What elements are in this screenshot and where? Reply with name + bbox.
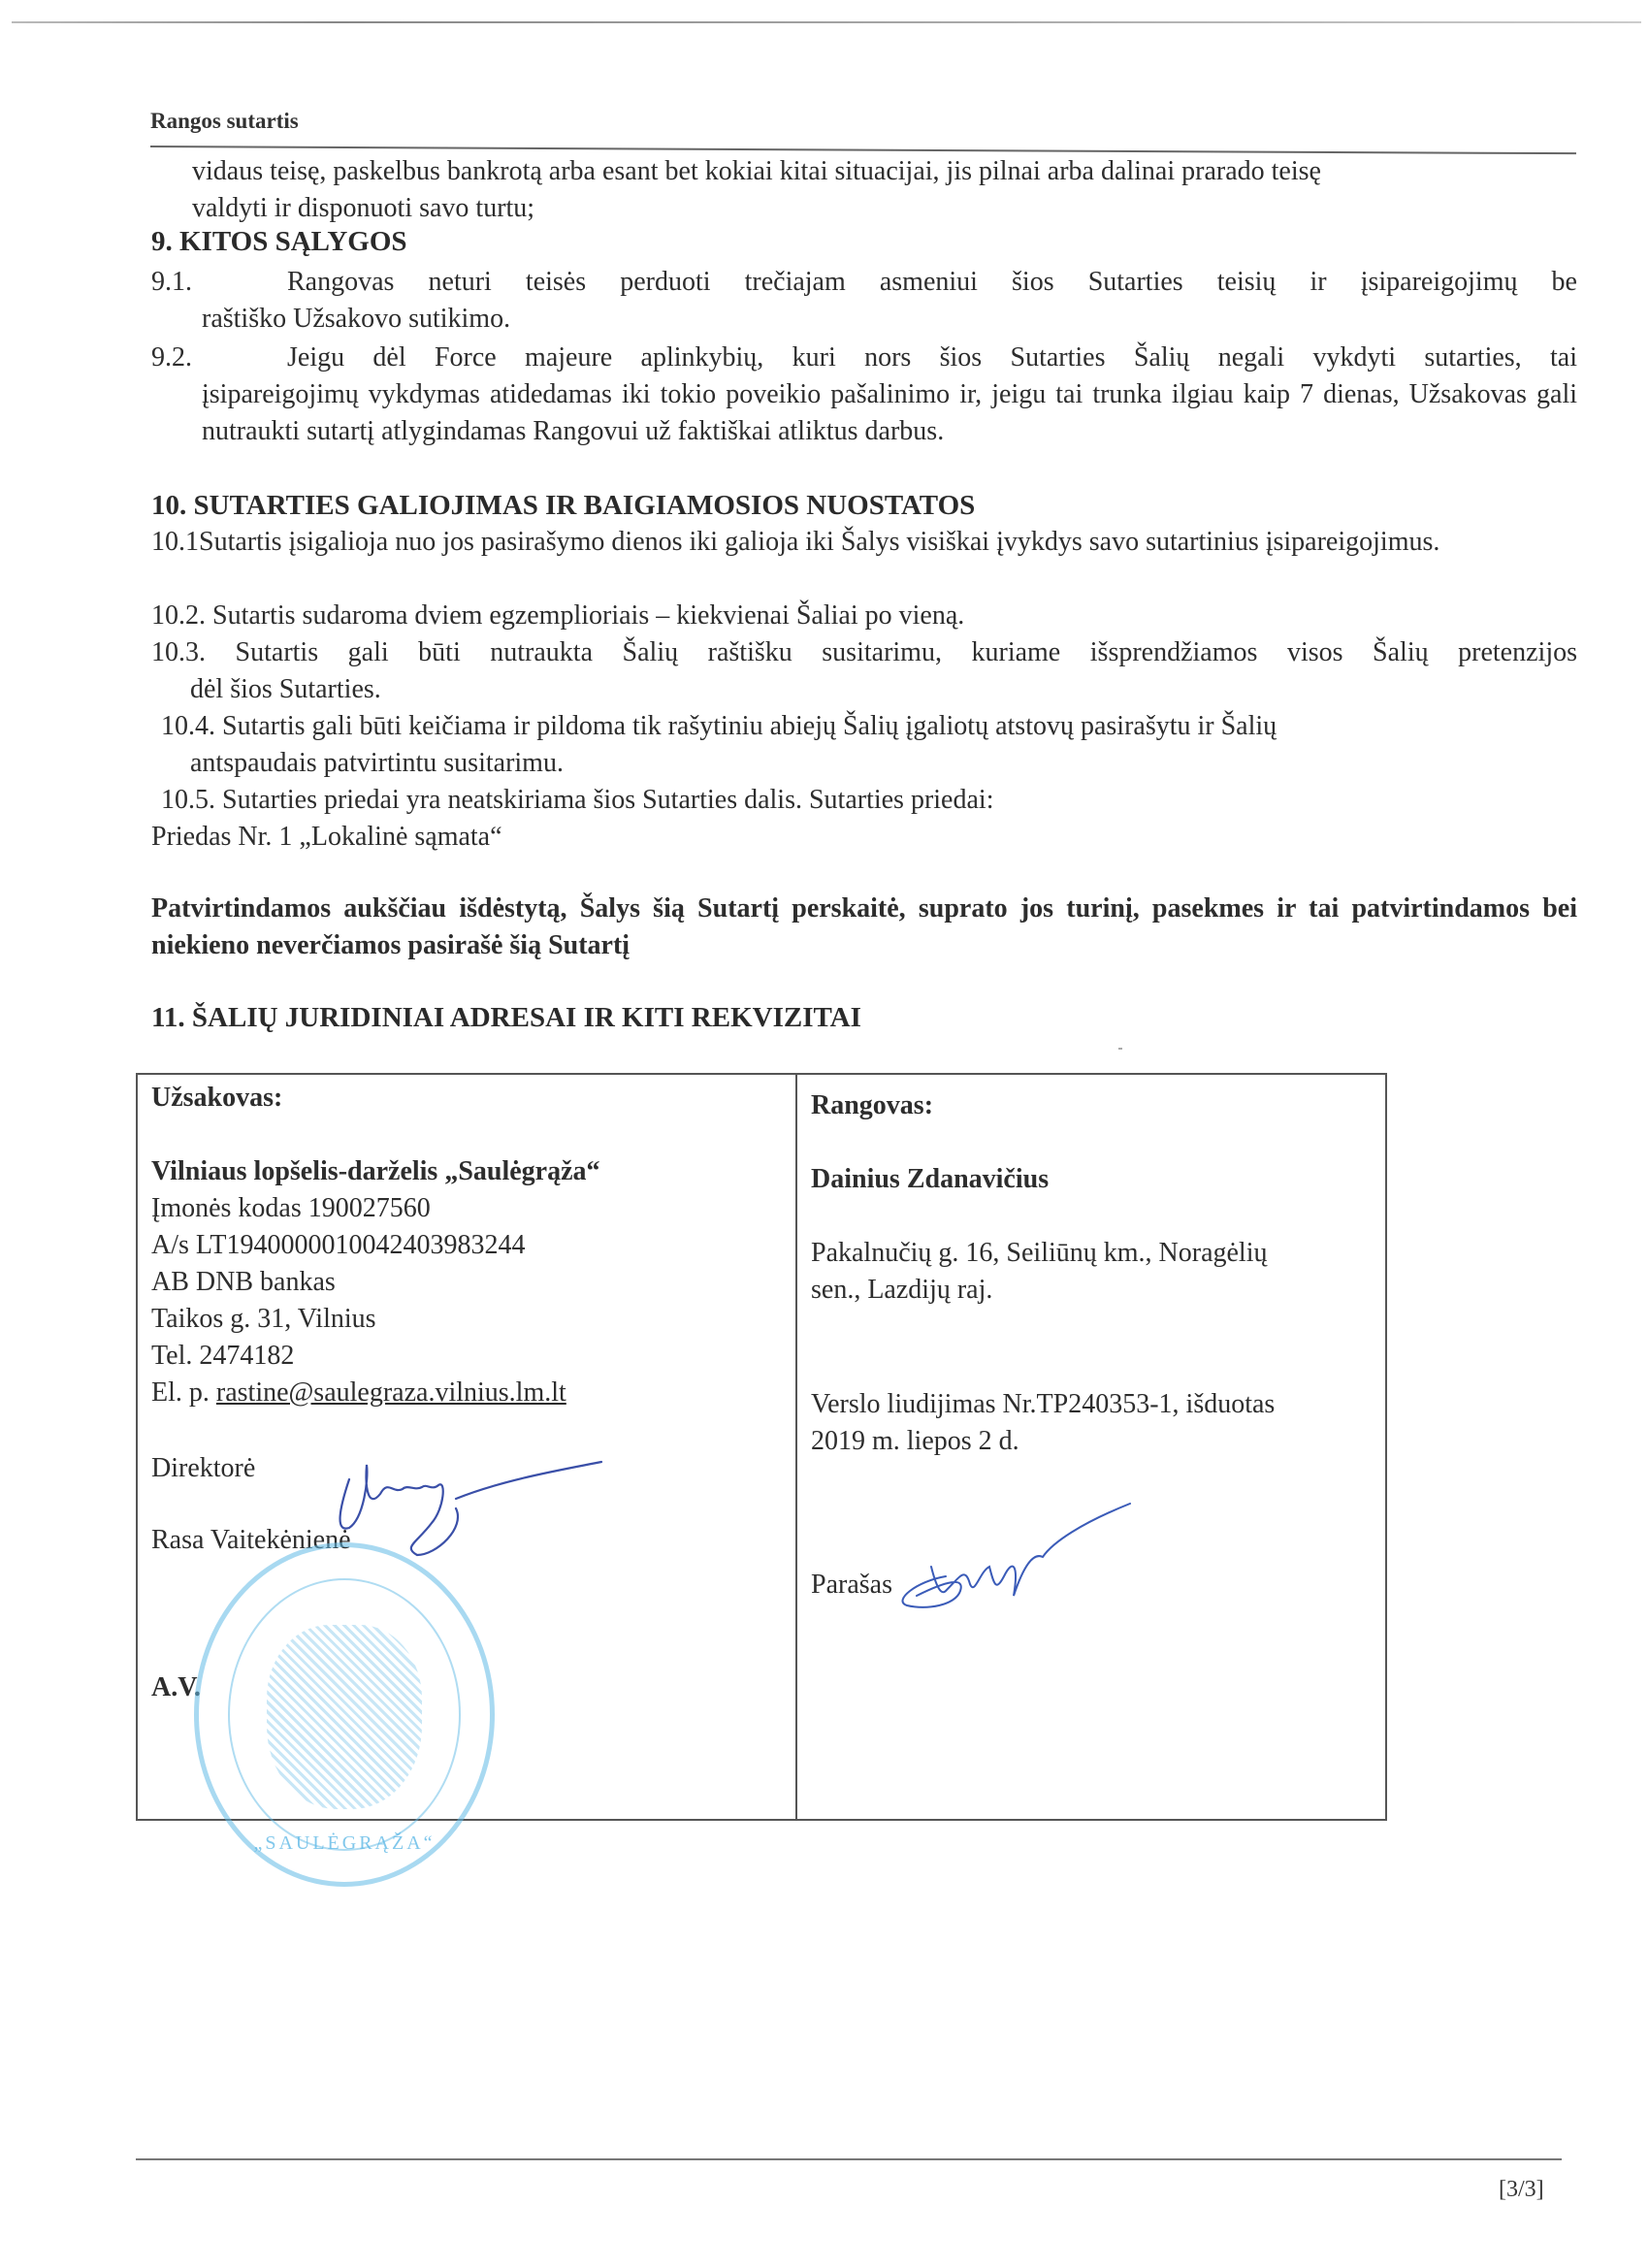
clause-10-2: 10.2. Sutartis sudaroma dviem egzemplioriais – kiekvienai Šaliai po vieną. <box>151 600 965 631</box>
clause-text-cont: įsipareigojimų vykdymas atidedamas iki tokio poveikio pašalinimo ir, jeigu tai trunka ilgiau kaip 7 dienas, Užsakovas gali nutraukti sutartį atlygindamas Rangovui už faktiškai atliktus darbus. <box>202 379 1577 446</box>
official-stamp <box>194 1542 495 1887</box>
section11-heading: 11. ŠALIŲ JURIDINIAI ADRESAI IR KITI REKVIZITAI <box>151 1002 861 1033</box>
clause-text-cont: raštiško Užsakovo sutikimo. <box>202 304 511 334</box>
section10-heading: 10. SUTARTIES GALIOJIMAS IR BAIGIAMOSIOS NUOSTATOS <box>151 490 976 521</box>
clause-text: Rangovas neturi teisės perduoti trečiajam asmeniui šios Sutarties teisių ir įsipareigojimų be <box>287 267 1577 297</box>
clause-10-1: 10.1Sutartis įsigalioja nuo jos pasirašymo dienos iki galioja iki Šalys visiškai įvykdys savo sutartinius įsipareigojimus. <box>151 527 1440 557</box>
customer-signature-icon <box>310 1450 621 1557</box>
clause-9-1 <box>151 264 1577 338</box>
contractor-signature-label: Parašas <box>811 1570 892 1600</box>
customer-address: Taikos g. 31, Vilnius <box>151 1304 376 1334</box>
running-header-title: Rangos sutartis <box>150 109 299 133</box>
annex-reference: Priedas Nr. 1 „Lokalinė sąmata“ <box>151 822 502 852</box>
contractor-license-line2: 2019 m. liepos 2 d. <box>811 1426 1019 1456</box>
customer-label: Užsakovas: <box>151 1083 283 1113</box>
customer-company-code: Įmonės kodas 190027560 <box>151 1193 431 1223</box>
section8-tail <box>192 153 1579 227</box>
stamp-text: „SAULĖGRĄŽA“ <box>253 1832 436 1854</box>
customer-position: Direktorė <box>151 1453 256 1483</box>
clause-text-cont: antspaudais patvirtintu susitarimu. <box>190 748 564 778</box>
page-number: [3/3] <box>1499 2177 1544 2202</box>
contractor-column <box>797 1075 1385 1819</box>
seal-mark-label: A.V. <box>151 1672 201 1702</box>
customer-email-link[interactable]: rastine@saulegraza.vilnius.lm.lt <box>215 1377 566 1408</box>
clause-text: 10.3. Sutartis gali būti nutraukta Šalių raštišku susitarimu, kuriame išsprendžiamos visos Šalių pretenzijos <box>151 637 1577 667</box>
contractor-label: Rangovas: <box>811 1090 934 1120</box>
contractor-license-line1: Verslo liudijimas Nr.TP240353-1, išduotas <box>811 1389 1276 1419</box>
customer-name: Vilniaus lopšelis-darželis „Saulėgrąža“ <box>151 1156 600 1186</box>
customer-bank: AB DNB bankas <box>151 1267 336 1297</box>
section8-tail-line2: valdyti ir disponuoti savo turtu; <box>192 193 535 223</box>
footer-rule <box>136 2158 1562 2160</box>
clause-text: Jeigu dėl Force majeure aplinkybių, kuri nors šios Sutarties Šalių negali vykdyti sutarties, tai <box>287 342 1577 373</box>
clause-10-4 <box>161 708 1577 782</box>
clause-10-3 <box>151 634 1577 708</box>
section8-tail-line1: vidaus teisę, paskelbus bankrotą arba esant bet kokiai kitai situacijai, jis pilnai arba dalinai prarado teisę <box>192 156 1321 186</box>
customer-bank-account: A/s LT194000001004240398324​4 <box>151 1230 526 1260</box>
section9-heading: 9. KITOS SĄLYGOS <box>151 226 407 257</box>
clause-10-5: 10.5. Sutarties priedai yra neatskiriama šios Sutarties dalis. Sutarties priedai: <box>161 785 994 815</box>
scan-edge-line <box>12 21 1641 23</box>
customer-signatory: Rasa Vaitekėnienė <box>151 1525 351 1555</box>
scan-speck <box>1118 1048 1122 1050</box>
contractor-name: Dainius Zdanavičius <box>811 1164 1050 1194</box>
customer-email-row <box>151 1376 566 1410</box>
contractor-signature-icon <box>888 1499 1179 1635</box>
clause-text-cont: dėl šios Sutarties. <box>190 674 381 704</box>
customer-phone: Tel. 2474182 <box>151 1341 295 1371</box>
clause-number: 9.1. <box>151 267 192 297</box>
clause-number: 9.2. <box>151 342 192 373</box>
stamp-coat-of-arms-icon <box>267 1625 422 1809</box>
clause-9-2 <box>151 340 1577 450</box>
confirmation-statement: Patvirtindamos aukščiau išdėstytą, Šalys šią Sutartį perskaitė, suprato jos turinį, pasekmes ir tai patvirtindamos bei niekieno neverčiamos pasirašė šią Sutartį <box>151 893 1577 960</box>
customer-email-prefix: El. p. <box>151 1377 216 1408</box>
clause-text: 10.4. Sutartis gali būti keičiama ir pildoma tik rašytiniu abiejų Šalių įgaliotų atstovų pasirašytu ir Šalių <box>161 711 1277 741</box>
contractor-address-line1: Pakalnučių g. 16, Seiliūnų km., Noragėlių <box>811 1238 1268 1268</box>
contractor-address-line2: sen., Lazdijų raj. <box>811 1275 993 1305</box>
